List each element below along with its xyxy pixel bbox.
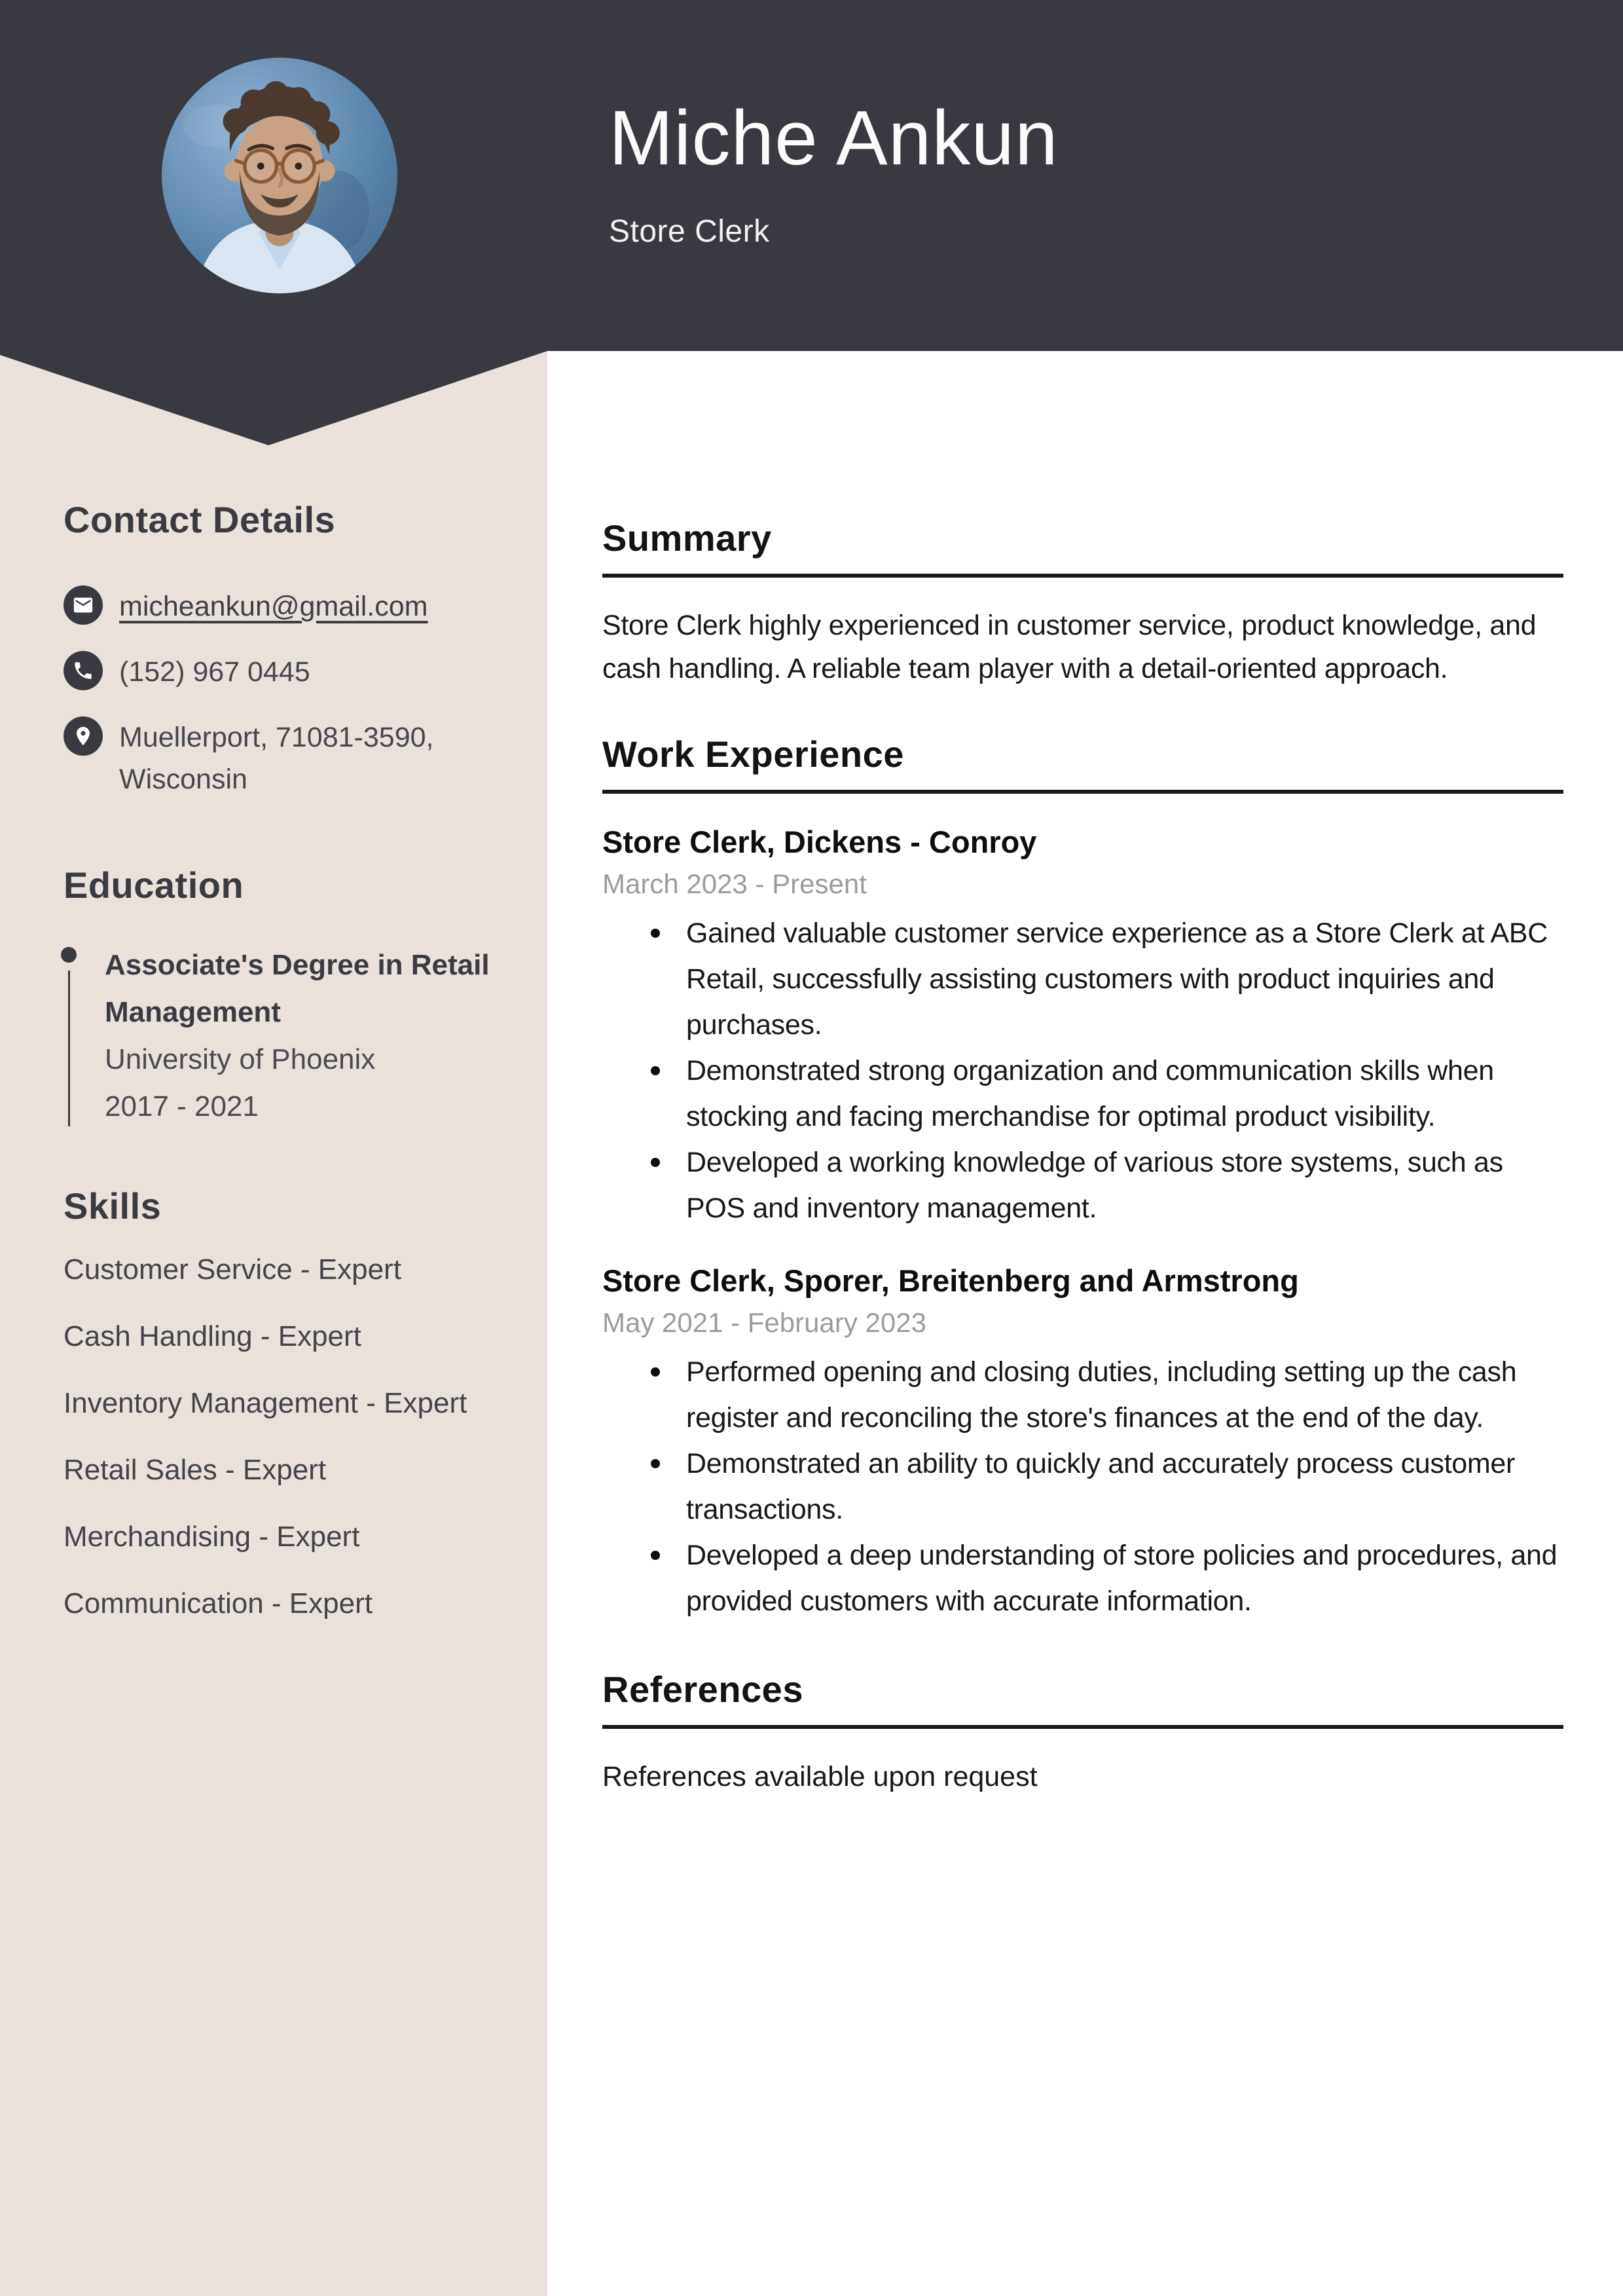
skill-item: Cash Handling - Expert bbox=[64, 1320, 361, 1352]
job-entry bbox=[602, 1261, 1563, 1624]
phone-icon bbox=[64, 651, 103, 690]
contact-phone-value: (152) 967 0445 bbox=[119, 656, 310, 688]
skill-item: Communication - Expert bbox=[64, 1587, 373, 1620]
references-text: References available upon request bbox=[602, 1761, 1038, 1792]
job-bullet: Developed a deep understanding of store policies and procedures, and provided customers with accurate information. bbox=[602, 1532, 1563, 1624]
work-experience-heading: Work Experience bbox=[602, 732, 1563, 794]
contact-row-location bbox=[64, 716, 508, 800]
summary-text: Store Clerk highly experienced in customer service, product knowledge, and cash handling. A reliable team player with a detail-oriented approach. bbox=[602, 610, 1537, 684]
job-bullet: Developed a working knowledge of various store systems, such as POS and inventory management. bbox=[602, 1139, 1563, 1231]
email-link[interactable]: micheankun@gmail.com bbox=[119, 591, 428, 622]
contact-list bbox=[64, 585, 508, 800]
job-title: Store Clerk, Dickens - Conroy bbox=[602, 824, 1037, 859]
education-school: University of Phoenix bbox=[105, 1043, 376, 1075]
skill-item: Inventory Management - Expert bbox=[64, 1387, 467, 1419]
contact-row-phone bbox=[64, 651, 508, 693]
skill-item: Merchandising - Expert bbox=[64, 1521, 360, 1553]
sidebar bbox=[0, 0, 547, 1650]
contact-details-heading: Contact Details bbox=[64, 499, 336, 540]
job-title: Store Clerk, Sporer, Breitenberg and Armstrong bbox=[602, 1263, 1299, 1298]
skill-item: Customer Service - Expert bbox=[64, 1253, 401, 1286]
job-bullet: Demonstrated an ability to quickly and accurately process customer transactions. bbox=[602, 1441, 1563, 1532]
contact-row-email bbox=[64, 585, 508, 627]
education-degree: Associate's Degree in Retail Management bbox=[105, 949, 490, 1028]
location-icon bbox=[64, 716, 103, 756]
summary-heading: Summary bbox=[602, 516, 1563, 578]
references-heading: References bbox=[602, 1667, 1563, 1729]
email-icon bbox=[64, 585, 103, 625]
job-bullet-list bbox=[602, 1349, 1563, 1624]
job-bullet: Performed opening and closing duties, including setting up the cash register and reconciling the store's finances at the end of the day. bbox=[602, 1349, 1563, 1441]
candidate-name: Miche Ankun bbox=[609, 95, 1059, 181]
job-bullet: Gained valuable customer service experience as a Store Clerk at ABC Retail, successfully assisting customers with product inquiries and purchases. bbox=[602, 910, 1563, 1048]
job-bullet: Demonstrated strong organization and communication skills when stocking and facing merchandise for optimal product visibility. bbox=[602, 1048, 1563, 1139]
job-entry bbox=[602, 823, 1563, 1231]
education-item bbox=[64, 942, 492, 1130]
skills-heading: Skills bbox=[64, 1185, 162, 1227]
contact-email-value[interactable] bbox=[119, 585, 428, 627]
skill-item: Retail Sales - Expert bbox=[64, 1454, 327, 1486]
education-heading: Education bbox=[64, 864, 244, 906]
candidate-job-title: Store Clerk bbox=[609, 214, 770, 249]
skills-list bbox=[64, 1250, 469, 1624]
job-dates: March 2023 - Present bbox=[602, 868, 867, 899]
education-dates: 2017 - 2021 bbox=[105, 1090, 259, 1122]
main-column bbox=[602, 0, 1563, 1798]
job-bullet-list bbox=[602, 910, 1563, 1231]
contact-location-value: Muellerport, 71081-3590, Wisconsin bbox=[119, 722, 434, 795]
job-dates: May 2021 - February 2023 bbox=[602, 1307, 926, 1338]
